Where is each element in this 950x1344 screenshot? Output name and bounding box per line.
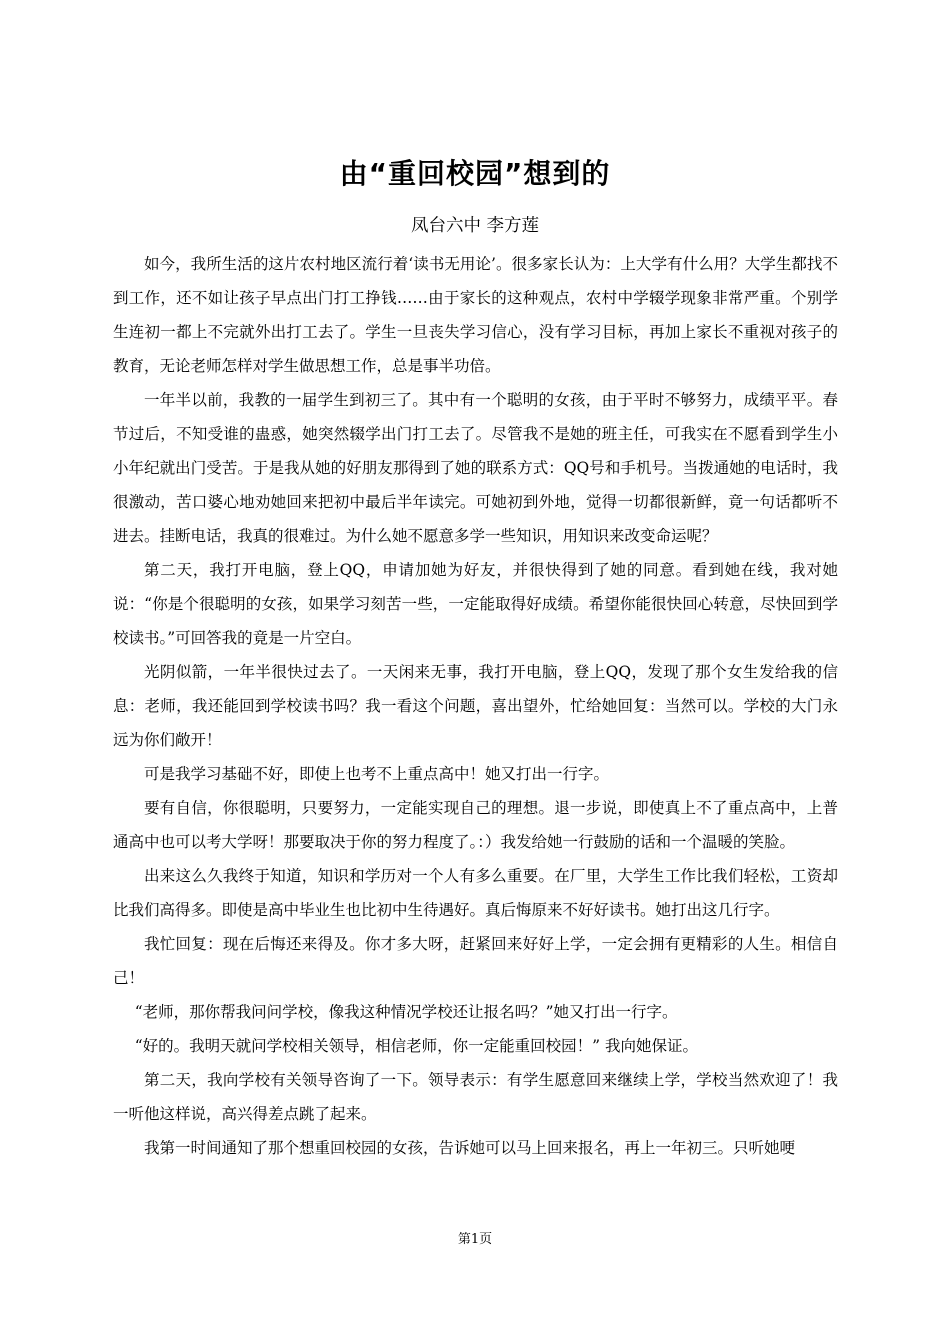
- article-title: 由“重回校园”想到的: [339, 157, 611, 190]
- paragraph: 第二天，我向学校有关领导咨询了一下。领导表示：有学生愿意回来继续上学，学校当然欢迎了！我一听他这样说，高兴得差点跳了起来。: [113, 1071, 838, 1123]
- paragraph: 一年半以前，我教的一届学生到初三了。其中有一个聪明的女孩，由于平时不够努力，成绩平平。春节过后，不知受谁的蛊惑，她突然辍学出门打工去了。尽管我不是她的班主任，可我实在不愿看到学生小小年纪就出门受苦。于是我从她的好朋友那得到了她的联系方式：QQ号和手机号。当拨通她的电话时，我很激动，苦口婆心地劝她回来把初中最后半年读完。可她初到外地，觉得一切都很新鲜，竟一句话都听不进去。挂断电话，我真的很难过。为什么她不愿意多学一些知识，用知识来改变命运呢？: [113, 391, 838, 545]
- paragraph: 第二天，我打开电脑，登上QQ，申请加她为好友，并很快得到了她的同意。看到她在线，我对她说：“你是个很聪明的女孩，如果学习刻苦一些，一定能取得好成绩。希望你能很快回心转意，尽快回到学校读书。”可回答我的竟是一片空白。: [113, 561, 838, 647]
- paragraph: “老师，那你帮我问问学校，像我这种情况学校还让报名吗？”她又打出一行字。: [134, 1003, 678, 1021]
- author-line: 凤台六中 李方莲: [410, 216, 540, 236]
- paragraph: 光阴似箭，一年半很快过去了。一天闲来无事，我打开电脑，登上QQ，发现了那个女生发给我的信息：老师，我还能回到学校读书吗？我一看这个问题，喜出望外，忙给她回复：当然可以。学校的大门永远为你们敞开！: [113, 663, 838, 749]
- paragraph: 出来这么久我终于知道，知识和学历对一个人有多么重要。在厂里，大学生工作比我们轻松，工资却比我们高得多。即使是高中毕业生也比初中生待遇好。真后悔原来不好好读书。她打出这几行字。: [113, 867, 838, 919]
- paragraph: “好的。我明天就问学校相关领导，相信老师，你一定能重回校园！” 我向她保证。: [134, 1037, 698, 1055]
- paragraph: 如今，我所生活的这片农村地区流行着‘读书无用论’。很多家长认为：上大学有什么用？大学生都找不到工作，还不如让孩子早点出门打工挣钱……由于家长的这种观点，农村中学辍学现象非常严重。个别学生连初一都上不完就外出打工去了。学生一旦丧失学习信心，没有学习目标，再加上家长不重视对孩子的教育，无论老师怎样对学生做思想工作，总是事半功倍。: [113, 255, 838, 375]
- article-body: [113, 247, 838, 1165]
- paragraph: 可是我学习基础不好，即使上也考不上重点高中！她又打出一行字。: [144, 765, 610, 783]
- page-number: 第1页: [457, 1232, 493, 1247]
- paragraph: 我第一时间通知了那个想重回校园的女孩，告诉她可以马上回来报名，再上一年初三。只听她哽: [144, 1139, 796, 1157]
- paragraph: 要有自信，你很聪明，只要努力，一定能实现自己的理想。退一步说，即使真上不了重点高中，上普通高中也可以考大学呀！那要取决于你的努力程度了。：）我发给她一行鼓励的话和一个温暖的笑脸。: [113, 799, 838, 851]
- paragraph: 我忙回复：现在后悔还来得及。你才多大呀，赶紧回来好好上学，一定会拥有更精彩的人生。相信自己！: [113, 935, 838, 987]
